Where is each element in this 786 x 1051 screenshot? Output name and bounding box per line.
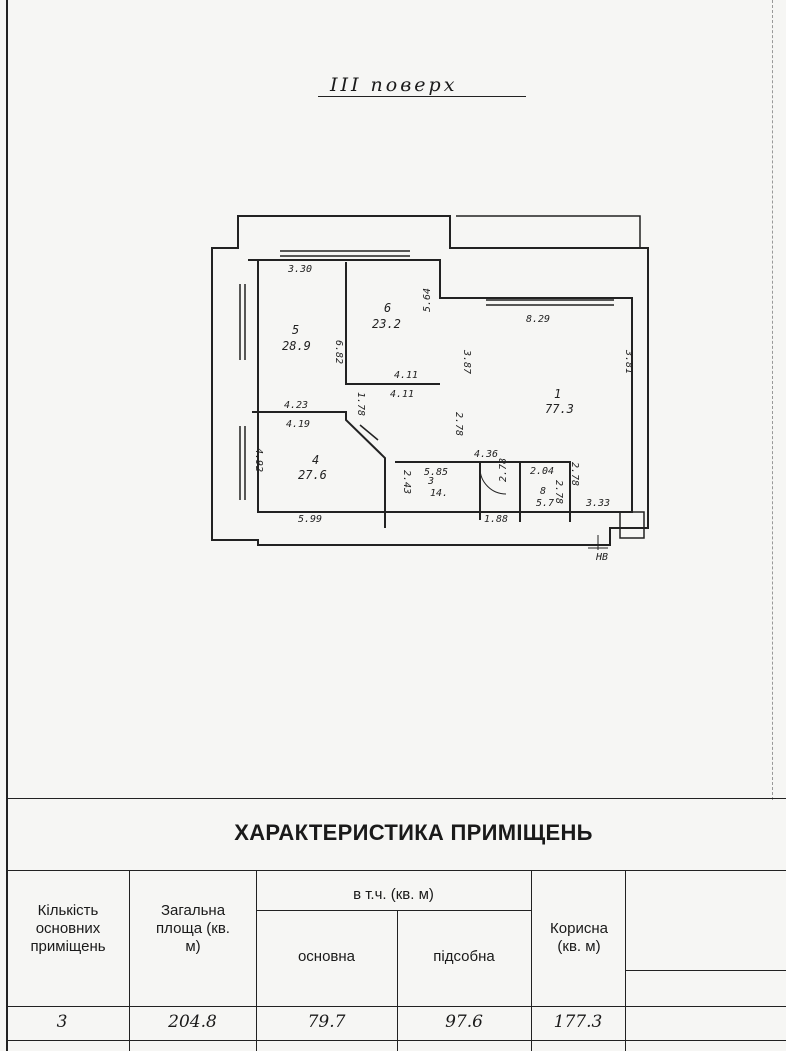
dimension-label: 3.81: [623, 350, 634, 375]
header-incl: в т.ч. (кв. м): [353, 886, 434, 903]
door-tick: [360, 425, 378, 440]
room-area: 77.3: [545, 402, 574, 416]
room-number: 3: [428, 476, 435, 487]
value-count: 3: [56, 1012, 68, 1032]
dimension-label: 2.78: [498, 457, 509, 482]
value-main: 79.7: [307, 1012, 346, 1032]
dimension-label: 4.92: [253, 448, 264, 473]
pipe-marker: [588, 535, 608, 550]
dimension-label: 2.43: [401, 470, 412, 495]
dimension-label: 2.78: [569, 462, 580, 487]
dimension-label: 3.33: [586, 498, 611, 509]
dimension-label: 3.87: [461, 350, 472, 375]
room-number: 4: [312, 453, 320, 467]
characteristics-table: [7, 798, 786, 1051]
dimension-label: 1.78: [355, 392, 366, 417]
value-auxiliary: 97.6: [445, 1012, 483, 1032]
header-auxiliary: підсобна: [433, 948, 495, 965]
header-main: основна: [297, 948, 356, 965]
dimension-label: 5.64: [422, 287, 433, 312]
table-title: ХАРАКТЕРИСТИКА ПРИМІЩЕНЬ: [234, 820, 593, 845]
dimension-label: 3.30: [288, 264, 313, 275]
shaft: [620, 512, 644, 538]
dimension-label: 2.04: [530, 466, 555, 477]
dimension-label: 4.36: [474, 449, 499, 460]
dimension-label: 4.19: [286, 419, 311, 430]
room-area: 14.: [430, 488, 449, 499]
room-area: 23.2: [372, 317, 401, 331]
header-count: Кількість основних приміщень: [30, 902, 106, 955]
room-number: 6: [384, 301, 392, 315]
table-subheader-line: [256, 910, 531, 911]
dimension-label: 2.78: [453, 412, 464, 437]
window: [486, 300, 614, 305]
dimension-label: 5.85: [424, 467, 449, 478]
value-total-area: 204.8: [168, 1012, 217, 1032]
table-border: [7, 870, 786, 871]
value-useful: 177.3: [553, 1012, 603, 1032]
dimension-label: 5.99: [298, 514, 323, 525]
table-column-divider: [625, 870, 626, 1051]
dimension-label: 1.88: [484, 514, 509, 525]
table-header-bottom: [7, 1006, 786, 1007]
header-total-area: Загальна площа (кв. м): [156, 902, 230, 955]
dimension-label: 4.23: [284, 400, 309, 411]
window: [280, 251, 410, 256]
balcony: [456, 216, 640, 248]
table-border: [7, 798, 786, 799]
dimension-label: 8.29: [526, 314, 551, 325]
dimension-label: 4.11: [394, 370, 419, 381]
window: [240, 426, 245, 500]
room-number: 1: [554, 387, 562, 401]
plan-label: НВ: [596, 552, 609, 563]
table-extra-line: [625, 970, 786, 971]
dimension-label: 4.11: [390, 389, 415, 400]
room-area: 27.6: [298, 468, 327, 482]
dimension-label: 2.78: [553, 480, 564, 505]
table-row-bottom: [7, 1040, 786, 1041]
dimension-label: 6.82: [333, 340, 344, 365]
header-useful: Корисна (кв. м): [550, 920, 608, 955]
room-number: 5: [292, 323, 300, 337]
room-number: 8: [540, 486, 547, 497]
window: [240, 284, 245, 360]
room-area: 28.9: [282, 339, 311, 353]
room-area: 5.7: [536, 498, 555, 509]
floor-title: ІІІ поверх: [330, 74, 458, 96]
